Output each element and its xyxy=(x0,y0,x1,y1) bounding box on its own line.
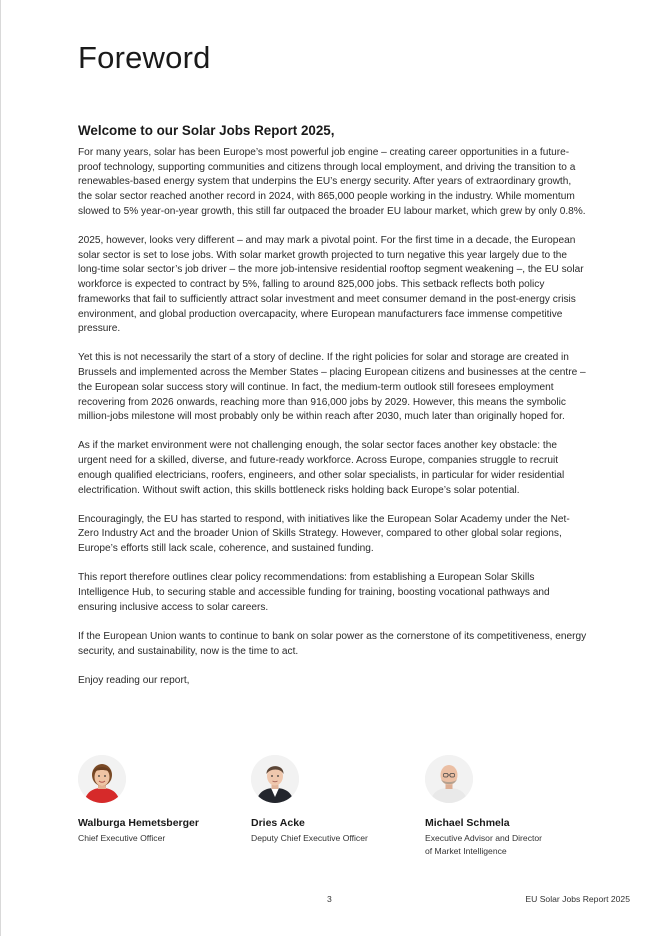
signatory-name: Dries Acke xyxy=(251,817,305,829)
role-line: Chief Executive Officer xyxy=(78,833,166,843)
role-line: of Market Intelligence xyxy=(425,845,507,856)
signatory-schmela xyxy=(425,755,595,858)
paragraph-7: If the European Union wants to continue to bank on solar power as the cornerstone of its competitiveness, energy security, and sustainability, now is the time to act. xyxy=(78,630,587,657)
page-title: Foreword xyxy=(78,40,211,75)
avatar xyxy=(78,755,126,803)
signatories xyxy=(78,755,598,865)
paragraph-3: Yet this is not necessarily the start of a story of decline. If the right policies for solar and storage are created in Brussels and implemented across the Member States – placing European citizens and businesses at the centre – the European solar success story will continue. In fact, the medium-term outlook still foresees employment recovering from 2026 onwards, reaching more than 916,000 jobs by 2029. However, this means the symbolic million-jobs milestone will most probably only be within reach after 2030, much later than originally hoped for. xyxy=(78,352,586,423)
role-line: Deputy Chief Executive Officer xyxy=(251,833,368,843)
signatory-role xyxy=(251,832,421,845)
avatar xyxy=(425,755,473,803)
greeting-heading: Welcome to our Solar Jobs Report 2025, xyxy=(78,123,335,138)
running-footer-title: EU Solar Jobs Report 2025 xyxy=(525,894,630,904)
paragraph-5: Encouragingly, the EU has started to respond, with initiatives like the European Solar Academy under the Net-Zero Industry Act and the broader Union of Skills Strategy. However, compared to other global solar regions, Europe’s efforts still lack scale, coherence, and sustained funding. xyxy=(78,513,570,555)
paragraph-1: For many years, solar has been Europe’s most powerful job engine – creating career opportunities in a future-proof technology, supporting communities and citizens through local employment, and driving the transition to a renewables-based energy system that underpins the EU’s energy security. After years of extraordinary growth, the solar sector reached another record in 2024, with 865,000 people working in the industry. While momentum slowed to 5% year-on-year growth, this still far outpaced the broader EU labour market, which grew by only 0.8%. xyxy=(78,147,586,217)
paragraph-4: As if the market environment were not challenging enough, the solar sector faces another key obstacle: the urgent need for a skilled, diverse, and future-ready workforce. Across Europe, companies struggle to recruit enough qualified electricians, roofers, engineers, and other solar specialists, in particular for wider residential electrification. Without swift action, this skills bottleneck risks holding back Europe’s solar potential. xyxy=(78,440,565,496)
paragraph-2: 2025, however, looks very different – and may mark a pivotal point. For the first time in a decade, the European solar sector is set to lose jobs. With solar market growth projected to turn negative this year largely due to the long-time solar sector’s job driver – the more job-intensive residential rooftop segment weakening –, the EU solar workforce is expected to contract by 5%, falling to around 825,000 jobs. This setback reflects both policy frameworks that fail to sufficiently attract solar investment and meet consumer demand in the post-energy crisis environment, and global production overcapacity, where European manufacturers face immense competitive pressure. xyxy=(78,235,584,335)
page-number: 3 xyxy=(327,894,332,904)
avatar xyxy=(251,755,299,803)
paragraph-6: This report therefore outlines clear policy recommendations: from establishing a European Solar Skills Intelligence Hub, to securing stable and accessible funding for training, boosting vocational pathways and ensuring inclusive access to solar careers. xyxy=(78,572,550,613)
page-left-edge xyxy=(0,0,1,936)
role-line: Executive Advisor and Director xyxy=(425,833,543,843)
closing-line: Enjoy reading our report, xyxy=(78,674,190,686)
signatory-name: Walburga Hemetsberger xyxy=(78,817,199,829)
foreword-body xyxy=(78,146,588,703)
signatory-role xyxy=(425,832,595,858)
signatory-role xyxy=(78,832,248,845)
signatory-name: Michael Schmela xyxy=(425,817,510,829)
signatory-hemetsberger xyxy=(78,755,248,845)
signatory-acke xyxy=(251,755,421,845)
